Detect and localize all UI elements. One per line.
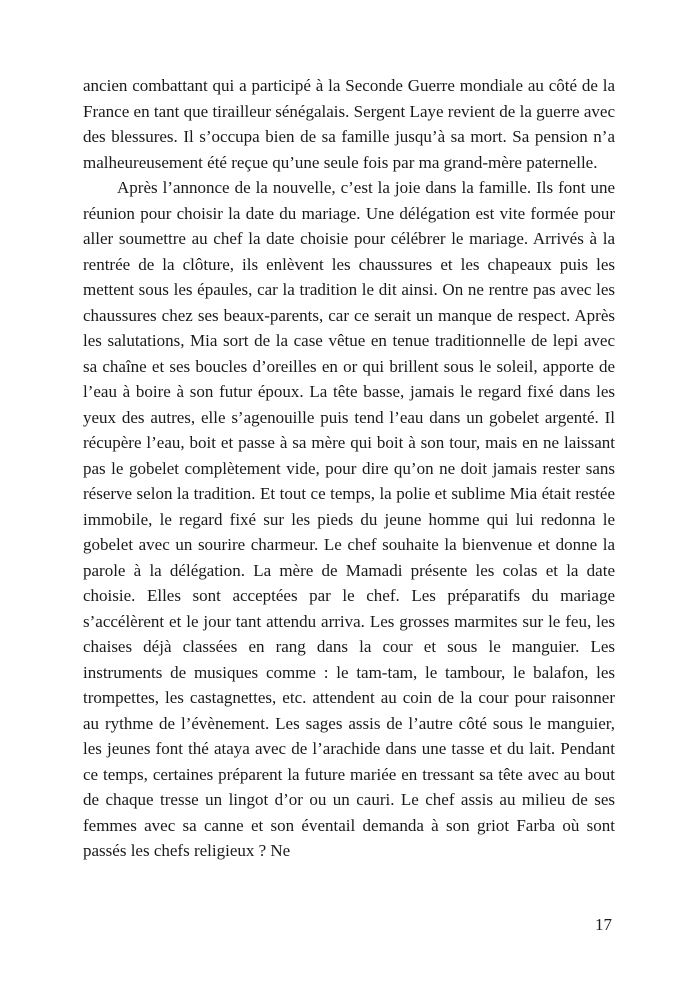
body-text [83, 73, 615, 864]
paragraph-1: ancien combattant qui a participé à la Seconde Guerre mondiale au côté de la France en tant que tirailleur sénégalais. Sergent Laye revient de la guerre avec des blessures. Il s’occupa bien de sa famille jusqu’à sa mort. Sa pension n’a malheureusement été reçue qu’une seule fois par ma grand-mère paternelle. [83, 76, 615, 172]
page-number: 17 [595, 915, 612, 934]
paragraph-2: Après l’annonce de la nouvelle, c’est la joie dans la famille. Ils font une réunion pour choisir la date du mariage. Une délégation est vite formée pour aller soumettre au chef la date choisie pour célébrer le mariage. Arrivés à la rentrée de la clôture, ils enlèvent les chaussures et les chapeaux puis les mettent sous les épaules, car la tradition le dit ainsi. On ne rentre pas avec les chaussures chez ses beaux-parents, car ce serait un manque de respect. Après les salutations, Mia sort de la case vêtue en tenue traditionnelle de lepi avec sa chaîne et ses boucles d’oreilles en or qui brillent sous le soleil, apporte de l’eau à boire à son futur époux. La tête basse, jamais le regard fixé dans les yeux des autres, elle s’agenouille puis tend l’eau dans un gobelet argenté. Il récupère l’eau, boit et passe à sa mère qui boit à son tour, mais en ne laissant pas le gobelet complètement vide, pour dire qu’on ne doit jamais rester sans réserve selon la tradition. Et tout ce temps, la polie et sublime Mia était restée immobile, le regard fixé sur les pieds du jeune homme qui lui redonna le gobelet avec un sourire charmeur. Le chef souhaite la bienvenue et donne la parole à la délégation. La mère de Mamadi présente les colas et la date choisie. Elles sont acceptées par le chef. Les préparatifs du mariage s’accélèrent et le jour tant attendu arriva. Les grosses marmites sur le feu, les chaises déjà classées en rang dans la cour et sous le manguier. Les instruments de musiques comme : le tam-tam, le tambour, le balafon, les trompettes, les castagnettes, etc. attendent au coin de la cour pour raisonner au rythme de l’évènement. Les sages assis de l’autre côté sous le manguier, les jeunes font thé ataya avec de l’arachide dans une tasse et du lait. Pendant ce temps, certaines préparent la future mariée en tressant sa tête avec au bout de chaque tresse un lingot d’or ou un cauri. Le chef assis au milieu de ses femmes avec sa canne et son éventail demanda à son griot Farba où sont passés les chefs religieux ? Ne [83, 178, 615, 860]
